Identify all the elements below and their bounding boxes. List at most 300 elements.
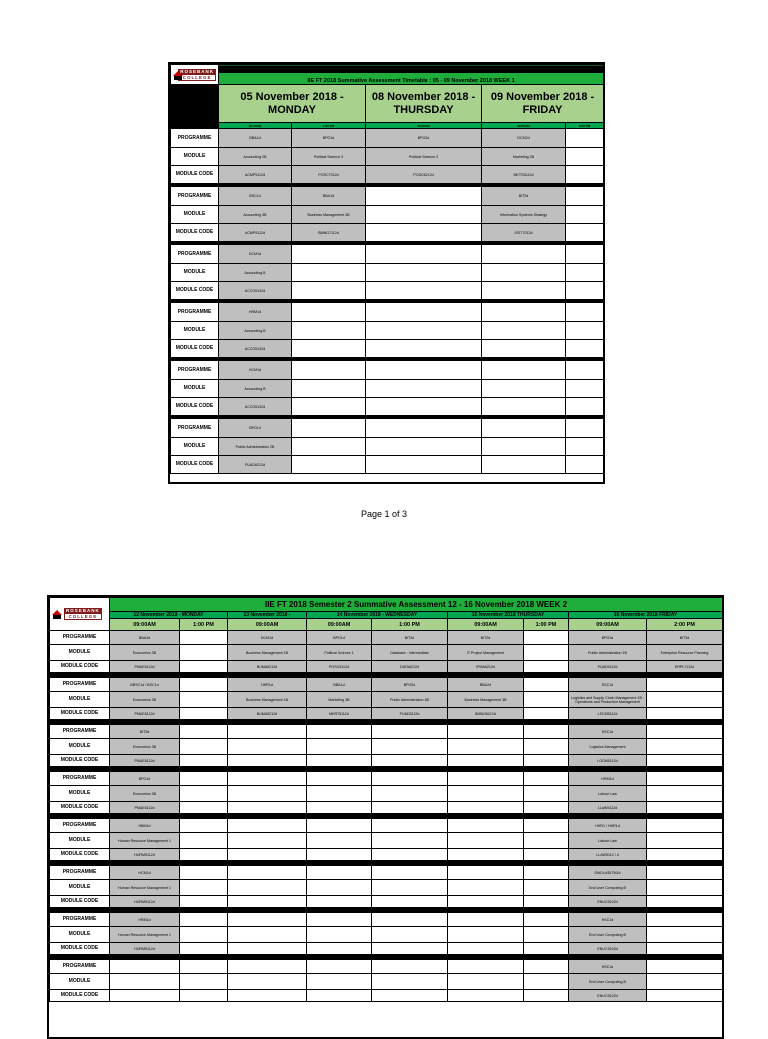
table-cell: Accounting B [219,380,292,398]
table-cell [180,913,228,927]
table-cell: Public Administration 3B [372,692,448,708]
table-cell [566,282,604,300]
row-label: PROGRAMME [50,960,110,974]
table-cell: ERPL7112d [647,661,723,673]
table-cell [566,340,604,358]
table-row [50,913,723,927]
table-cell [366,224,482,242]
table-cell: LLAW5112d [569,802,647,814]
row-label: MODULE CODE [171,166,219,184]
table-cell [647,833,723,849]
table-cell [524,802,569,814]
table-row [171,398,604,416]
table-cell [524,866,569,880]
table-cell [372,819,448,833]
day-header-12: 12 November 2018 - MONDAY [110,612,228,619]
table-cell [366,187,482,206]
table-cell [647,866,723,880]
table-cell [524,880,569,896]
table-cell [180,739,228,755]
timetable-week-1 [168,62,605,484]
table-cell [180,645,228,661]
page-footer: Page 1 of 3 [360,509,408,519]
table-cell: BPO1d [110,772,180,786]
table-cell [366,380,482,398]
table-cell [180,755,228,767]
table-cell: End User Computing B [569,927,647,943]
table-cell [524,833,569,849]
table-cell: BPO1d [307,631,372,645]
row-label: PROGRAMME [50,631,110,645]
table-row [50,786,723,802]
table-cell [180,866,228,880]
table-cell [647,772,723,786]
table-cell [647,755,723,767]
table-cell [307,974,372,990]
table-cell [292,245,366,264]
table-cell [307,913,372,927]
table-cell [292,303,366,322]
table-cell: ACCO5132d [219,398,292,416]
table-cell [366,322,482,340]
table-cell: Economics 3B [110,645,180,661]
table-cell [366,438,482,456]
table-cell: ACCO5132d [219,282,292,300]
banner-week-1: IIE FT 2018 Summative Assessment Timetable : 05 - 09 November 2018 WEEK 1 [219,65,604,85]
table-cell: PMAE6112d [110,802,180,814]
time-slot: 1:00 PM [372,619,448,631]
table-cell [647,708,723,720]
table-cell [307,786,372,802]
row-label: MODULE [171,438,219,456]
table-cell [372,927,448,943]
table-cell [372,755,448,767]
table-cell: DMD1d/DITM1d [569,866,647,880]
table-cell [228,833,307,849]
table-cell [180,819,228,833]
table-cell [524,990,569,1002]
row-label: PROGRAMME [171,303,219,322]
table-cell [524,725,569,739]
table-row [171,419,604,438]
table-cell [524,819,569,833]
row-label: MODULE [50,974,110,990]
table-cell [524,896,569,908]
row-label: MODULE [50,927,110,943]
table-cell [366,206,482,224]
table-cell [228,896,307,908]
table-cell: Business Management 3B [448,692,524,708]
table-cell [448,974,524,990]
table-cell: Marketing 3B [307,692,372,708]
table-cell: Logistics Management [569,739,647,755]
table-cell [566,148,604,166]
time-slot: 09:00AM [219,123,292,129]
table-cell [647,678,723,692]
table-cell [180,896,228,908]
table-cell [180,772,228,786]
table-cell: HCM1d [219,361,292,380]
table-cell [372,943,448,955]
row-label: MODULE CODE [50,943,110,955]
table-cell: BPO1d [292,129,366,148]
table-cell: BPO2d [372,678,448,692]
table-row [50,708,723,720]
table-cell [228,755,307,767]
time-slot: 09:00AM [482,123,566,129]
table-cell: POSC5112d [307,661,372,673]
table-cell [180,802,228,814]
table-cell [372,896,448,908]
table-cell [366,340,482,358]
table-row [50,692,723,708]
table-cell [292,419,366,438]
table-cell [366,282,482,300]
table-cell [228,974,307,990]
table-row [50,755,723,767]
table-cell: BIT2d [372,631,448,645]
table-row [171,303,604,322]
row-label: MODULE [171,206,219,224]
table-cell [448,739,524,755]
table-cell [292,456,366,474]
table-cell [524,943,569,955]
table-cell [292,264,366,282]
table-cell: DCM2d [482,129,566,148]
table-cell [292,282,366,300]
table-cell [372,725,448,739]
college-logo-2 [50,598,110,631]
table-row [171,438,604,456]
table-cell: PUAD6212d [219,456,292,474]
time-slot: 1:00 PM [524,619,569,631]
table-cell [482,361,566,380]
table-cell [180,708,228,720]
table-cell [448,913,524,927]
table-cell: BUMA5212d [228,661,307,673]
table-cell [647,913,723,927]
row-label: MODULE [50,880,110,896]
table-cell [372,739,448,755]
table-cell [482,282,566,300]
row-label: MODULE CODE [50,661,110,673]
table-cell [307,849,372,861]
table-cell: End User Computing B [569,880,647,896]
table-cell [524,692,569,708]
table-cell [566,419,604,438]
table-cell: BPO1d [569,631,647,645]
table-cell: Human Resource Management 1 [110,880,180,896]
day-header-13: 13 November 2018 - [228,612,307,619]
table-row [171,187,604,206]
table-cell: BSC1d [219,187,292,206]
table-row [50,833,723,849]
table-cell: Logistics and Supply Chain Management 1B : Operations and Production Management [569,692,647,708]
table-cell [307,725,372,739]
table-cell: Political Science 2 [366,148,482,166]
table-cell: POSC7012d [292,166,366,184]
table-cell [307,819,372,833]
table-row [171,206,604,224]
table-cell: HSC1d [569,913,647,927]
table-cell: Accounting 3B [219,206,292,224]
time-slot: 1:00 PM [180,619,228,631]
table-cell: End User Computing B [569,974,647,990]
table-cell: BPO1d [219,419,292,438]
table-cell: ACCO5132d [219,340,292,358]
table-cell [524,645,569,661]
table-cell: Human Resource Management 1 [110,927,180,943]
row-label: MODULE [171,380,219,398]
table-cell [372,913,448,927]
row-label: MODULE CODE [50,802,110,814]
table-cell [307,990,372,1002]
table-cell [228,819,307,833]
table-row [50,960,723,974]
table-cell [372,833,448,849]
table-cell [307,802,372,814]
table-cell: BMNG6212d [448,708,524,720]
table-cell: BBA1d [292,187,366,206]
table-cell [647,880,723,896]
table-cell [448,896,524,908]
table-cell [307,960,372,974]
table-cell: Public Administration 2B [219,438,292,456]
table-cell [228,802,307,814]
table-cell [647,725,723,739]
table-cell: BMNG7112d [292,224,366,242]
table-cell [372,880,448,896]
table-row [50,739,723,755]
table-cell: PMAE6112d [110,755,180,767]
time-slot: 09:00AM [448,619,524,631]
table-cell [366,264,482,282]
table-row [171,148,604,166]
table-cell [482,340,566,358]
table-cell: BUMA5212d [228,708,307,720]
time-slot: 09:00AM [110,619,180,631]
row-label: PROGRAMME [171,419,219,438]
table-cell: HURM5112d [110,896,180,908]
table-cell: HRM1d [110,913,180,927]
table-cell [482,456,566,474]
table-cell [524,974,569,990]
table-cell [228,960,307,974]
table-cell: ENUC5102d [569,943,647,955]
table-cell: DATA6212d [372,661,448,673]
row-label: MODULE CODE [171,398,219,416]
row-label: PROGRAMME [171,129,219,148]
table-cell [292,322,366,340]
table-cell [647,896,723,908]
table-cell: BBSC1d / BSC1d [110,678,180,692]
time-slot: 2:00 PM [647,619,723,631]
row-label: MODULE CODE [171,340,219,358]
table-cell [448,755,524,767]
table-cell [482,245,566,264]
table-row [50,802,723,814]
table-cell [647,739,723,755]
table-cell [647,786,723,802]
table-cell: Economics 3B [110,692,180,708]
row-label: PROGRAMME [171,361,219,380]
table-cell [180,692,228,708]
table-cell [372,849,448,861]
time-slot: 09:00AM [307,619,372,631]
row-label: MODULE CODE [50,708,110,720]
table-cell [180,786,228,802]
table-cell [448,866,524,880]
row-label: PROGRAMME [171,187,219,206]
table-cell [448,786,524,802]
table-row [50,678,723,692]
table-cell [448,802,524,814]
table-cell [372,990,448,1002]
table-cell: Business Management 1B [228,645,307,661]
table-cell [292,438,366,456]
table-cell [110,974,180,990]
table-cell: BIT3d [110,725,180,739]
table-cell: BIT2d [448,631,524,645]
row-label: PROGRAMME [50,819,110,833]
table-cell: Labour Law [569,786,647,802]
table-cell [307,896,372,908]
table-row [171,224,604,242]
table-cell: LLAW5112 / d [569,849,647,861]
table-cell: HHR1 / HHR1d [569,819,647,833]
table-cell [448,943,524,955]
table-row [171,166,604,184]
table-cell [647,927,723,943]
table-cell [110,960,180,974]
table-cell [180,833,228,849]
table-cell: Accounting B [219,322,292,340]
table-cell: HURM5112d [110,943,180,955]
table-row [50,927,723,943]
table-cell: DCM1d [219,245,292,264]
row-label: MODULE [50,739,110,755]
table-cell [566,206,604,224]
row-label: MODULE CODE [171,282,219,300]
table-cell [228,943,307,955]
table-cell [180,631,228,645]
table-cell: IT Project Management [448,645,524,661]
table-cell [366,361,482,380]
table-cell [448,990,524,1002]
table-row [50,880,723,896]
table-cell [566,264,604,282]
table-cell: Accounting B [219,264,292,282]
table-cell: Enterprise Resource Planning [647,645,723,661]
table-cell [366,398,482,416]
day-header-monday: 05 November 2018 - MONDAY [219,85,366,123]
table-cell: HCM1d [110,866,180,880]
table-cell [448,772,524,786]
table-cell: PMAE6112d [110,708,180,720]
time-slot: 09:00AM [569,619,647,631]
table-cell [307,755,372,767]
table-row [50,974,723,990]
table-cell [647,943,723,955]
college-logo [171,65,219,85]
row-label: MODULE [171,264,219,282]
table-cell [524,927,569,943]
row-label: MODULE CODE [50,896,110,908]
table-cell [307,866,372,880]
table-row [50,645,723,661]
row-label: PROGRAMME [50,678,110,692]
logo-text-bottom: COLLEGE [64,613,102,620]
table-cell [524,708,569,720]
table-cell [307,927,372,943]
table-cell [566,129,604,148]
row-label: PROGRAMME [50,725,110,739]
table-cell [180,927,228,943]
table-cell: Economics 3B [110,786,180,802]
table-cell [566,361,604,380]
table-cell: Accounting 2B [219,148,292,166]
table-cell [566,380,604,398]
table-row [171,340,604,358]
table-row [50,725,723,739]
row-label: MODULE CODE [50,849,110,861]
table-cell [180,943,228,955]
row-label: MODULE CODE [171,456,219,474]
table-row [171,361,604,380]
table-cell: BPO2d [366,129,482,148]
row-label: MODULE [50,645,110,661]
table-cell [482,438,566,456]
table-row [171,282,604,300]
table-cell [524,739,569,755]
table-cell: ACMP5112d [219,166,292,184]
table-cell [448,927,524,943]
table-cell [228,739,307,755]
table-cell [566,187,604,206]
day-header-friday: 09 November 2018 - FRIDAY [482,85,604,123]
table-cell [228,866,307,880]
table-cell [228,880,307,896]
table-cell [307,739,372,755]
table-cell [228,786,307,802]
table-cell [366,456,482,474]
table-cell: BBA3d [110,631,180,645]
table-cell: HRM1d [219,303,292,322]
time-slot: 2:00 PM [566,123,604,129]
table-cell: PMAE6112d [110,661,180,673]
table-row [50,631,723,645]
table-cell [366,419,482,438]
table-cell [292,398,366,416]
table-cell [566,245,604,264]
table-cell [228,927,307,943]
timetable-week-2 [47,595,724,1039]
table-row [171,264,604,282]
table-cell: LSCM5112d [569,708,647,720]
table-cell [524,631,569,645]
table-cell [228,990,307,1002]
table-cell: MKTG5112d [482,166,566,184]
table-cell [228,772,307,786]
table-cell [524,849,569,861]
table-cell: Political Science 3 [292,148,366,166]
table-cell [307,772,372,786]
table-cell [180,990,228,1002]
table-cell [647,692,723,708]
table-cell: Economics 3B [110,739,180,755]
row-label: PROGRAMME [50,913,110,927]
table-cell [647,849,723,861]
